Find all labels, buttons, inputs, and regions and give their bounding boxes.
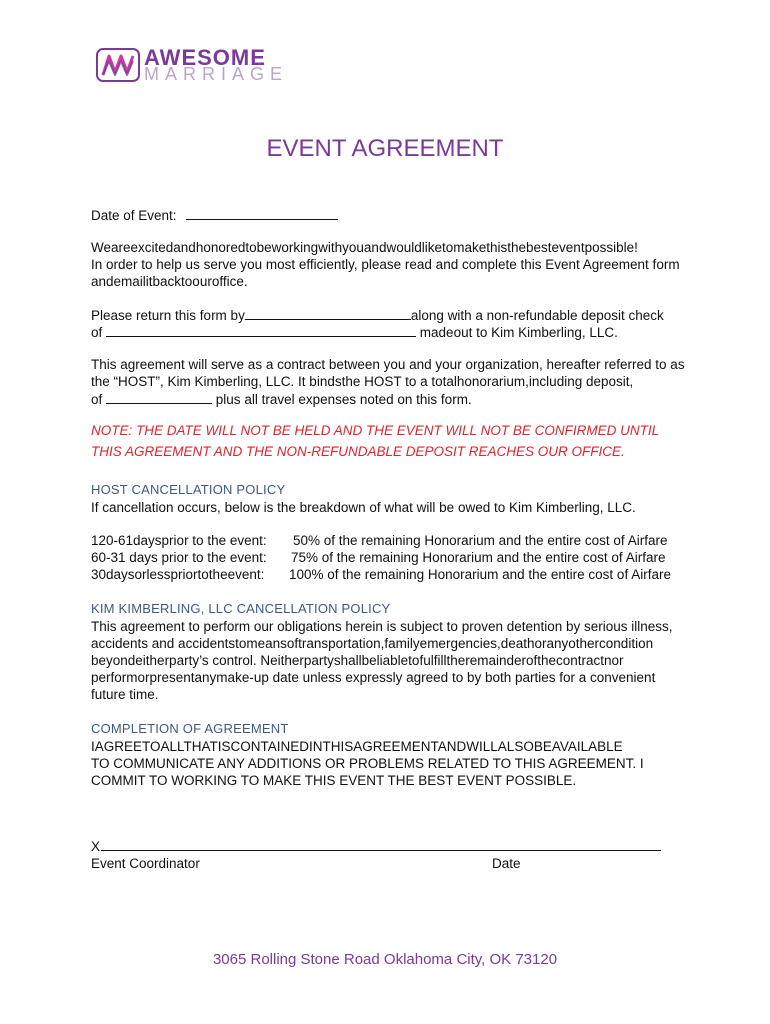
note-line-1: NOTE: THE DATE WILL NOT BE HELD AND THE EVENT WILL NOT BE CONFIRMED UNTIL xyxy=(91,423,660,438)
honorarium-of-label: of xyxy=(91,392,103,407)
schedule-row xyxy=(91,532,267,549)
signature-line[interactable] xyxy=(101,849,661,851)
completion-line-2: TO COMMUNICATE ANY ADDITIONS OR PROBLEMS RELATED TO THIS AGREEMENT. I xyxy=(91,756,644,771)
schedule-charge: 75% of the remaining Honorarium and the entire cost of Airfare xyxy=(291,550,666,565)
logo-word-awesome: AWESOME xyxy=(144,45,266,70)
date-of-event-row xyxy=(91,206,338,224)
return-line-2 xyxy=(91,323,618,341)
made-out-label: madeout to Kim Kimberling, LLC. xyxy=(419,325,618,340)
intro-line-3: andemailitbacktoouroffice. xyxy=(91,274,248,289)
travel-expenses-label: plus all travel expenses noted on this form. xyxy=(215,392,472,407)
kk-line-2: accidents and accidentstomeansoftransportation,familyemergencies,deathoranyothercondition xyxy=(91,636,654,651)
kk-line-3: beyondeitherparty’s control. Neitherpartyshallbeliabletofulfilltheremainderofthecontractnor xyxy=(91,653,624,668)
signature-x: X xyxy=(91,839,101,854)
kk-cancellation-heading: KIM KIMBERLING, LLC CANCELLATION POLICY xyxy=(91,601,391,616)
kk-line-5: future time. xyxy=(91,687,159,702)
return-by-label: Please return this form by xyxy=(91,308,245,323)
intro-line-2: In order to help us serve you most efficiently, please read and complete this Event Agreement form xyxy=(91,257,680,272)
honorarium-field[interactable] xyxy=(106,390,212,404)
schedule-period: 120-61daysprior to the event: xyxy=(91,533,267,548)
schedule-row xyxy=(91,549,267,566)
host-cancellation-heading: HOST CANCELLATION POLICY xyxy=(91,482,286,497)
schedule-charge: 50% of the remaining Honorarium and the entire cost of Airfare xyxy=(293,533,668,548)
note-line-2: THIS AGREEMENT AND THE NON-REFUNDABLE DEPOSIT REACHES OUR OFFICE. xyxy=(91,444,625,459)
host-cancellation-intro: If cancellation occurs, below is the breakdown of what will be owed to Kim Kimberling, LLC. xyxy=(91,500,636,515)
deposit-label: along with a non-refundable deposit check xyxy=(410,308,664,323)
page-title: EVENT AGREEMENT xyxy=(266,135,504,162)
schedule-period: 30daysorlesspriortotheevent: xyxy=(91,567,265,582)
completion-line-3: COMMIT TO WORKING TO MAKE THIS EVENT THE BEST EVENT POSSIBLE. xyxy=(91,773,577,788)
kk-line-1: This agreement to perform our obligations herein is subject to proven detention by serious illness, xyxy=(91,619,673,634)
deposit-amount-field[interactable] xyxy=(106,323,416,337)
completion-line-1: IAGREETOALLTHATISCONTAINEDINTHISAGREEMENTANDWILLALSOBEAVAILABLE xyxy=(91,739,623,754)
event-coordinator-label: Event Coordinator xyxy=(91,856,200,871)
signature-date-label: Date xyxy=(492,856,521,871)
schedule-period: 60-31 days prior to the event: xyxy=(91,550,267,565)
kk-line-4: performorpresentanymake-up date unless expressly agreed to by both parties for a convenient xyxy=(91,670,656,685)
intro-line-1: Weareexcitedandhonoredtobeworkingwithyouandwouldliketomakethisthebesteventpossible! xyxy=(91,240,638,255)
return-line-1 xyxy=(91,306,664,324)
contract-line-3 xyxy=(91,390,472,408)
logo-word-marriage: MARRIAGE xyxy=(144,64,289,84)
contract-line-2: the “HOST”, Kim Kimberling, LLC. It bindsthe HOST to a totalhonorarium,including deposit, xyxy=(91,374,634,389)
awesome-marriage-logo-icon xyxy=(96,48,140,82)
completion-heading: COMPLETION OF AGREEMENT xyxy=(91,721,289,736)
date-of-event-field[interactable] xyxy=(186,206,338,220)
schedule-row xyxy=(91,566,264,583)
deposit-of-label: of xyxy=(91,325,103,340)
return-by-field[interactable] xyxy=(245,306,411,320)
schedule-charge: 100% of the remaining Honorarium and the entire cost of Airfare xyxy=(289,567,671,582)
date-of-event-label: Date of Event: xyxy=(91,208,177,223)
logo xyxy=(96,45,296,84)
footer-address: 3065 Rolling Stone Road Oklahoma City, OK 73120 xyxy=(212,951,558,968)
contract-line-1: This agreement will serve as a contract between you and your organization, hereafter referred to as xyxy=(91,357,685,372)
